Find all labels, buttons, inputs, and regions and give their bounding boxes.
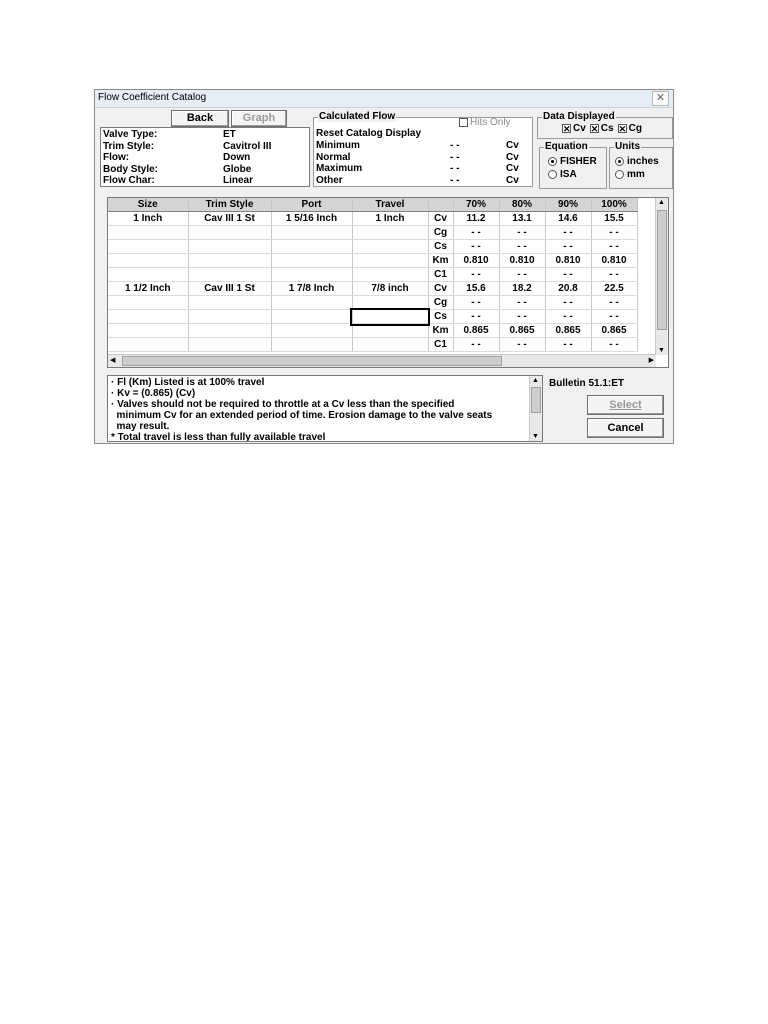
table-cell-v100[interactable]: 22.5 bbox=[591, 282, 637, 296]
equation-option-fisher[interactable] bbox=[548, 156, 597, 169]
note-line: · Kv = (0.865) (Cv) bbox=[111, 388, 196, 399]
equation-group bbox=[539, 141, 607, 189]
catalog-table bbox=[107, 197, 669, 368]
table-cell-v100[interactable]: - - bbox=[591, 268, 637, 282]
table-cell-trim[interactable] bbox=[188, 324, 271, 338]
valve-field-label: Trim Style: bbox=[103, 140, 155, 152]
reset-catalog-display-link[interactable]: Reset Catalog Display bbox=[316, 128, 422, 139]
table-cell-v80[interactable]: 18.2 bbox=[499, 282, 545, 296]
flow-row-label: Maximum bbox=[316, 163, 363, 174]
column-header[interactable]: 70% bbox=[453, 198, 499, 212]
graph-button[interactable]: Graph bbox=[231, 110, 287, 127]
table-cell-v90[interactable]: - - bbox=[545, 226, 591, 240]
select-button[interactable]: Select bbox=[587, 395, 664, 415]
table-cell-v100[interactable]: - - bbox=[591, 310, 637, 324]
notes-scroll-thumb[interactable] bbox=[531, 387, 541, 413]
table-cell-v80[interactable]: - - bbox=[499, 268, 545, 282]
units-title: Units bbox=[615, 141, 640, 152]
flow-row-label: Normal bbox=[316, 151, 351, 163]
table-row[interactable] bbox=[108, 212, 637, 226]
table-cell-trim[interactable] bbox=[188, 240, 271, 254]
table-cell-v70[interactable]: 0.810 bbox=[453, 254, 499, 268]
scroll-right-icon[interactable]: ▶ bbox=[648, 357, 654, 364]
radio-unselected-icon bbox=[548, 170, 557, 179]
note-line: minimum Cv for an extended period of time. Erosion damage to the valve seats bbox=[111, 410, 493, 421]
table-horizontal-scrollbar[interactable] bbox=[108, 354, 656, 367]
table-cell-size[interactable] bbox=[108, 268, 188, 282]
table-cell-v70[interactable]: - - bbox=[453, 310, 499, 324]
table-cell-v100[interactable]: 0.810 bbox=[591, 254, 637, 268]
table-cell-v80[interactable]: - - bbox=[499, 240, 545, 254]
flow-row-unit: Cv bbox=[506, 163, 519, 174]
table-cell-travel[interactable] bbox=[352, 338, 428, 352]
equation-title: Equation bbox=[545, 141, 588, 152]
table-cell-port[interactable] bbox=[271, 310, 352, 324]
table-row[interactable] bbox=[108, 240, 637, 254]
checkbox-checked-icon: ✕ bbox=[590, 123, 599, 134]
radio-unselected-icon bbox=[615, 170, 624, 179]
table-cell-coef[interactable]: Cg bbox=[428, 226, 453, 240]
table-cell-coef[interactable]: C1 bbox=[428, 338, 453, 352]
table-cell-coef[interactable]: Cv bbox=[428, 282, 453, 296]
table-cell-v100[interactable]: 15.5 bbox=[591, 212, 637, 226]
data-displayed-label: Cs bbox=[600, 123, 614, 134]
notes-scrollbar[interactable] bbox=[529, 376, 542, 441]
valve-field-value: ET bbox=[223, 129, 236, 140]
scroll-up-icon[interactable]: ▲ bbox=[658, 199, 665, 206]
valve-field-value: Globe bbox=[223, 163, 252, 175]
table-cell-travel[interactable] bbox=[352, 324, 428, 338]
table-cell-port[interactable]: 1 7/8 Inch bbox=[271, 282, 352, 296]
units-group bbox=[609, 141, 673, 189]
hits-only-box-icon bbox=[459, 118, 468, 127]
table-cell-v80[interactable]: - - bbox=[499, 338, 545, 352]
valve-info-panel bbox=[100, 127, 310, 187]
flow-row-value: - - bbox=[450, 163, 460, 174]
table-cell-port[interactable] bbox=[271, 338, 352, 352]
title-bar bbox=[95, 90, 673, 108]
table-cell-trim[interactable] bbox=[188, 268, 271, 282]
data-displayed-label: Cv bbox=[573, 123, 586, 134]
table-cell-coef[interactable]: C1 bbox=[428, 268, 453, 282]
table-cell-port[interactable] bbox=[271, 324, 352, 338]
table-cell-size[interactable]: 1 1/2 Inch bbox=[108, 282, 188, 296]
table-cell-v100[interactable]: - - bbox=[591, 240, 637, 254]
table-cell-trim[interactable]: Cav III 1 St bbox=[188, 282, 271, 296]
table-cell-port[interactable] bbox=[271, 268, 352, 282]
vertical-scroll-thumb[interactable] bbox=[657, 210, 667, 330]
flow-coefficient-catalog-window bbox=[94, 89, 674, 444]
table-cell-trim[interactable] bbox=[188, 338, 271, 352]
checkbox-checked-icon: ✕ bbox=[618, 123, 627, 134]
table-cell-v80[interactable]: - - bbox=[499, 310, 545, 324]
close-icon[interactable]: ✕ bbox=[652, 91, 669, 106]
table-cell-v100[interactable]: 0.865 bbox=[591, 324, 637, 338]
table-cell-port[interactable] bbox=[271, 226, 352, 240]
flow-row-label: Minimum bbox=[316, 140, 360, 151]
table-row[interactable] bbox=[108, 226, 637, 240]
table-cell-v90[interactable]: 14.6 bbox=[545, 212, 591, 226]
horizontal-scroll-thumb[interactable] bbox=[122, 356, 502, 366]
table-cell-port[interactable] bbox=[271, 240, 352, 254]
equation-options bbox=[548, 156, 597, 182]
valve-field-label: Flow Char: bbox=[103, 175, 155, 186]
table-row[interactable] bbox=[108, 324, 637, 338]
table-cell-port[interactable] bbox=[271, 254, 352, 268]
flow-row-unit: Cv bbox=[506, 174, 519, 186]
table-cell-v90[interactable]: 0.810 bbox=[545, 254, 591, 268]
flow-row-unit: Cv bbox=[506, 140, 519, 151]
table-cell-v70[interactable]: 15.6 bbox=[453, 282, 499, 296]
table-cell-coef[interactable]: Cg bbox=[428, 296, 453, 310]
table-cell-v100[interactable]: - - bbox=[591, 296, 637, 310]
table-cell-travel[interactable] bbox=[352, 226, 428, 240]
back-button[interactable]: Back bbox=[171, 110, 229, 127]
units-option-label: inches bbox=[627, 156, 659, 167]
flow-row-value: - - bbox=[450, 151, 460, 163]
window-title: Flow Coefficient Catalog bbox=[98, 92, 207, 103]
data-displayed-label: Cg bbox=[628, 123, 642, 134]
table-cell-v70[interactable]: - - bbox=[453, 296, 499, 310]
table-cell-trim[interactable]: Cav III 1 St bbox=[188, 212, 271, 226]
cancel-button[interactable]: Cancel bbox=[587, 418, 664, 438]
column-header[interactable]: 100% bbox=[591, 198, 637, 212]
scroll-left-icon[interactable]: ◀ bbox=[110, 357, 116, 364]
table-cell-v100[interactable]: - - bbox=[591, 338, 637, 352]
notes-scroll-up-icon[interactable]: ▲ bbox=[532, 377, 539, 384]
hits-only-label: Hits Only bbox=[470, 117, 511, 128]
table-cell-size[interactable] bbox=[108, 338, 188, 352]
table-header-row bbox=[108, 198, 637, 212]
valve-field-value: Linear bbox=[223, 175, 254, 186]
table-cell-travel[interactable] bbox=[352, 310, 428, 324]
table-cell-v80[interactable]: - - bbox=[499, 296, 545, 310]
table-cell-coef[interactable]: Km bbox=[428, 324, 453, 338]
table-cell-v70[interactable]: 0.865 bbox=[453, 324, 499, 338]
table-cell-travel[interactable] bbox=[352, 240, 428, 254]
table-cell-v80[interactable]: 0.865 bbox=[499, 324, 545, 338]
table-cell-size[interactable] bbox=[108, 254, 188, 268]
table-cell-v70[interactable]: 11.2 bbox=[453, 212, 499, 226]
table-row[interactable] bbox=[108, 268, 637, 282]
table-cell-trim[interactable] bbox=[188, 254, 271, 268]
table-cell-port[interactable]: 1 5/16 Inch bbox=[271, 212, 352, 226]
table-cell-size[interactable] bbox=[108, 240, 188, 254]
valve-field-label: Body Style: bbox=[103, 163, 159, 175]
table-viewport bbox=[108, 198, 656, 355]
table-cell-v80[interactable]: - - bbox=[499, 226, 545, 240]
table-cell-v80[interactable]: 13.1 bbox=[499, 212, 545, 226]
data-displayed-checkbox-cv[interactable] bbox=[562, 123, 586, 134]
table-cell-travel[interactable] bbox=[352, 296, 428, 310]
equation-option-label: ISA bbox=[560, 169, 577, 180]
table-cell-travel[interactable]: 1 Inch bbox=[352, 212, 428, 226]
data-displayed-options bbox=[562, 123, 646, 134]
table-cell-trim[interactable] bbox=[188, 310, 271, 324]
table-cell-v80[interactable]: 0.810 bbox=[499, 254, 545, 268]
table-cell-v100[interactable]: - - bbox=[591, 226, 637, 240]
notes-panel bbox=[107, 375, 543, 442]
table-row[interactable] bbox=[108, 296, 637, 310]
bulletin-label: Bulletin 51.1:ET bbox=[549, 378, 625, 389]
notes-list bbox=[111, 377, 528, 442]
column-header[interactable]: Port bbox=[271, 198, 352, 212]
checkbox-checked-icon: ✕ bbox=[563, 123, 571, 134]
valve-field-value: Down bbox=[223, 152, 251, 163]
data-displayed-checkbox-cg[interactable] bbox=[618, 123, 642, 134]
column-header[interactable]: Trim Style bbox=[188, 198, 271, 212]
table-vertical-scrollbar[interactable] bbox=[655, 198, 668, 355]
equation-option-isa[interactable] bbox=[548, 169, 597, 182]
flow-row-label: Other bbox=[316, 174, 343, 186]
flow-row-value: - - bbox=[450, 174, 460, 186]
table-cell-v90[interactable]: - - bbox=[545, 310, 591, 324]
table-body bbox=[108, 212, 637, 352]
equation-option-label: FISHER bbox=[560, 156, 597, 167]
note-line: · Fl (Km) Listed is at 100% travel bbox=[111, 377, 265, 388]
table-cell-travel[interactable]: 7/8 inch bbox=[352, 282, 428, 296]
note-line: · Valves should not be required to throttle at a Cv less than the specified bbox=[111, 399, 455, 410]
calculated-flow-group bbox=[313, 111, 533, 187]
table-cell-v90[interactable]: - - bbox=[545, 268, 591, 282]
hits-only-checkbox[interactable] bbox=[459, 117, 511, 128]
calculated-flow-title: Calculated Flow bbox=[319, 111, 396, 122]
table-cell-v90[interactable]: - - bbox=[545, 338, 591, 352]
table-cell-size[interactable] bbox=[108, 296, 188, 310]
units-option-label: mm bbox=[627, 169, 645, 180]
table-cell-coef[interactable]: Cv bbox=[428, 212, 453, 226]
data-displayed-title: Data Displayed bbox=[543, 111, 615, 122]
table-row[interactable] bbox=[108, 338, 637, 352]
data-displayed-checkbox-cs[interactable] bbox=[590, 123, 614, 134]
table-cell-coef[interactable]: Km bbox=[428, 254, 453, 268]
table-cell-v90[interactable]: - - bbox=[545, 240, 591, 254]
units-option-inches[interactable] bbox=[615, 156, 659, 169]
table-cell-v70[interactable]: - - bbox=[453, 226, 499, 240]
data-displayed-group bbox=[537, 111, 673, 139]
column-header[interactable] bbox=[428, 198, 453, 212]
table-cell-v70[interactable]: - - bbox=[453, 240, 499, 254]
table-cell-size[interactable] bbox=[108, 324, 188, 338]
units-options bbox=[615, 156, 659, 182]
table-cell-v90[interactable]: 0.865 bbox=[545, 324, 591, 338]
table-cell-v70[interactable]: - - bbox=[453, 268, 499, 282]
table-row[interactable] bbox=[108, 310, 637, 324]
note-line: may result. bbox=[111, 421, 170, 432]
column-header[interactable]: Travel bbox=[352, 198, 428, 212]
catalog-grid bbox=[108, 198, 638, 352]
units-option-mm[interactable] bbox=[615, 169, 659, 182]
table-cell-v70[interactable]: - - bbox=[453, 338, 499, 352]
table-cell-size[interactable] bbox=[108, 226, 188, 240]
flow-row-unit: Cv bbox=[506, 151, 519, 163]
note-line: * Total travel is less than fully available travel bbox=[111, 432, 326, 442]
valve-field-label: Valve Type: bbox=[103, 129, 158, 140]
radio-selected-icon bbox=[615, 157, 624, 166]
table-cell-size[interactable] bbox=[108, 310, 188, 324]
column-header[interactable]: 80% bbox=[499, 198, 545, 212]
radio-selected-icon bbox=[548, 157, 557, 166]
scroll-down-icon[interactable]: ▼ bbox=[658, 347, 665, 354]
valve-field-label: Flow: bbox=[103, 152, 130, 163]
table-row[interactable] bbox=[108, 254, 637, 268]
valve-field-value: Cavitrol III bbox=[223, 140, 272, 152]
column-header[interactable]: Size bbox=[108, 198, 188, 212]
table-cell-v90[interactable]: - - bbox=[545, 296, 591, 310]
table-cell-trim[interactable] bbox=[188, 226, 271, 240]
table-cell-v90[interactable]: 20.8 bbox=[545, 282, 591, 296]
table-cell-coef[interactable]: Cs bbox=[428, 310, 453, 324]
table-cell-trim[interactable] bbox=[188, 296, 271, 310]
table-cell-travel[interactable] bbox=[352, 268, 428, 282]
column-header[interactable]: 90% bbox=[545, 198, 591, 212]
table-cell-port[interactable] bbox=[271, 296, 352, 310]
notes-scroll-down-icon[interactable]: ▼ bbox=[532, 433, 539, 440]
table-cell-travel[interactable] bbox=[352, 254, 428, 268]
table-cell-size[interactable]: 1 Inch bbox=[108, 212, 188, 226]
table-cell-coef[interactable]: Cs bbox=[428, 240, 453, 254]
flow-row-value: - - bbox=[450, 140, 460, 151]
table-row[interactable] bbox=[108, 282, 637, 296]
